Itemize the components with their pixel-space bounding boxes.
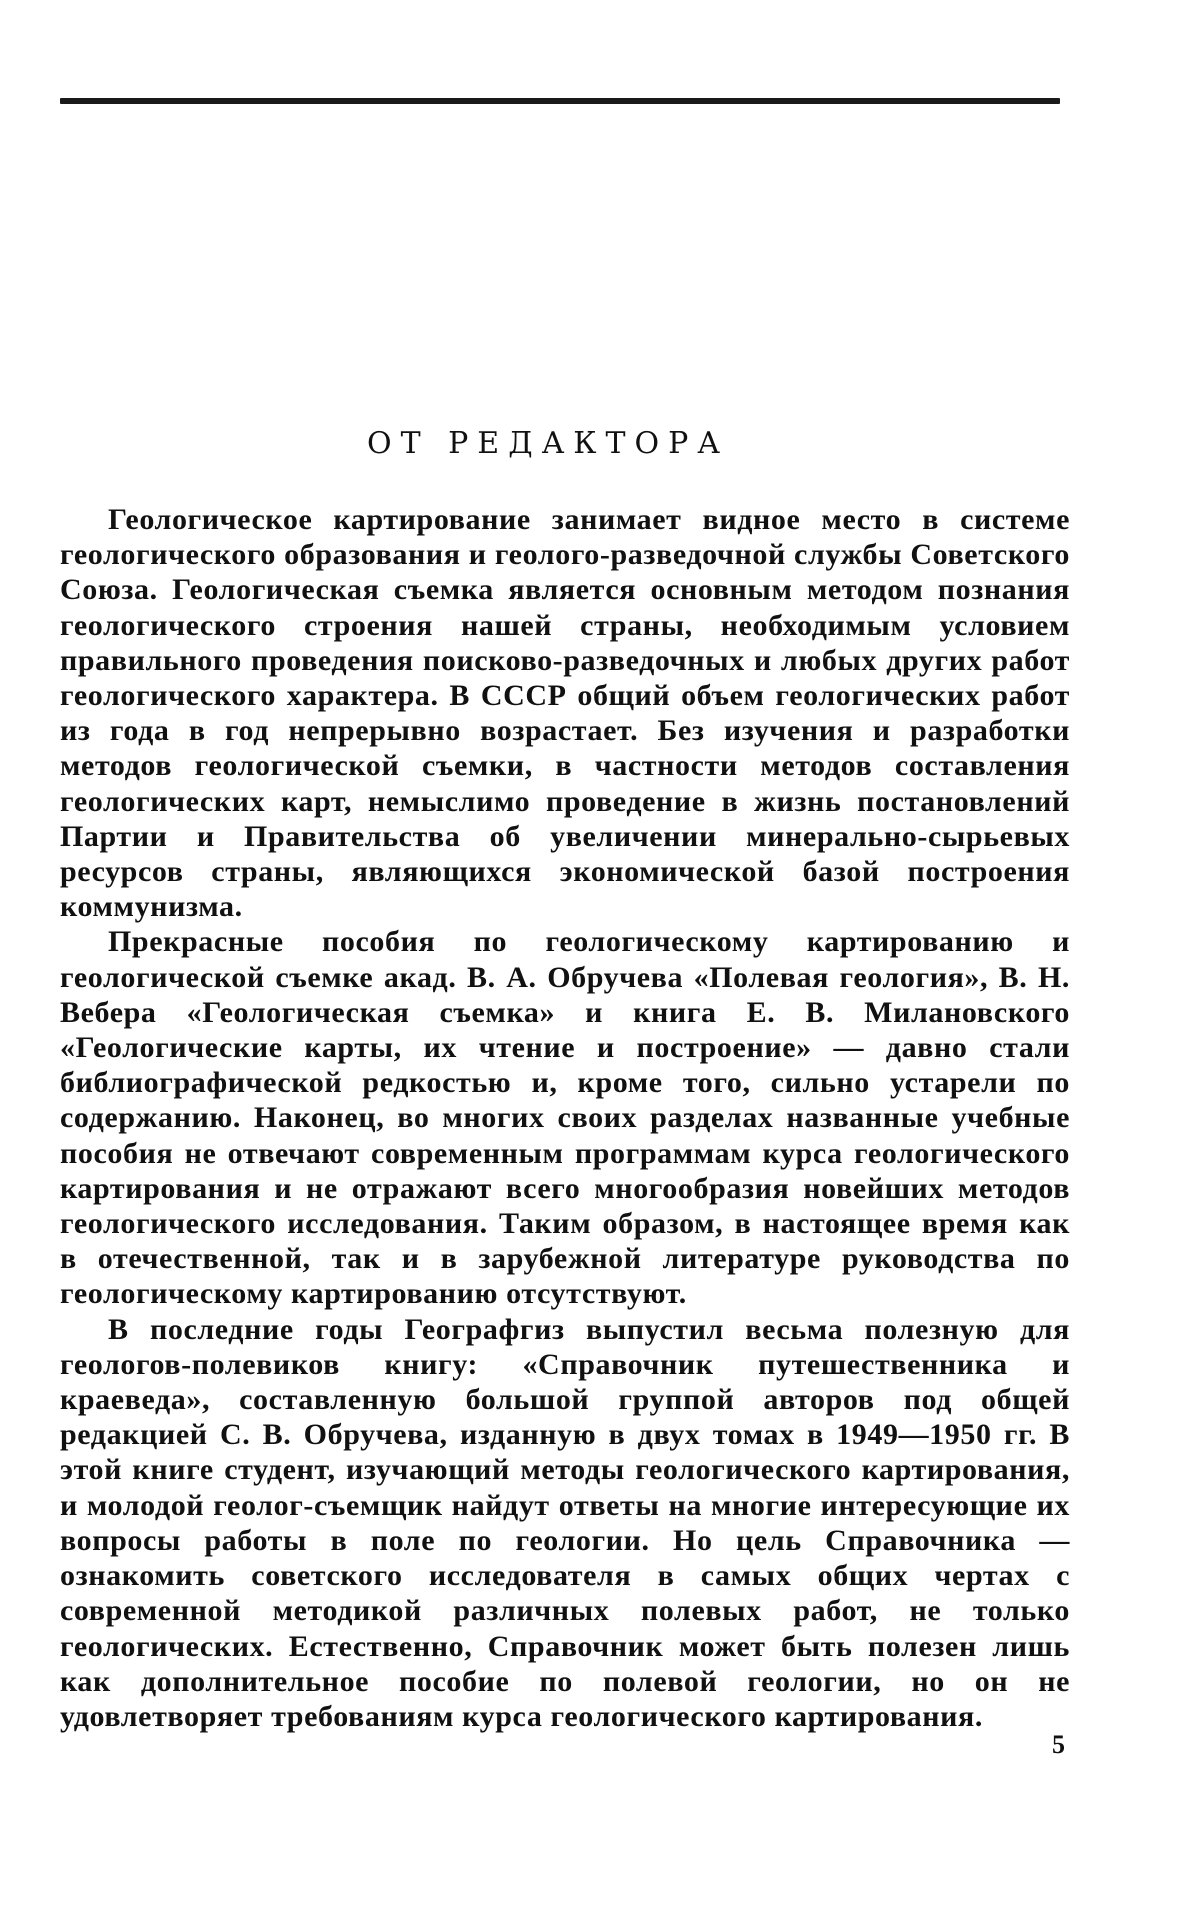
page-number: 5 — [1052, 1730, 1065, 1759]
page-heading: ОТ РЕДАКТОРА — [366, 426, 730, 461]
paragraph-3: В последние годы Географгиз выпустил весьма полезную для геологов-полевиков книгу: «Справочник путешественника и краеведа», составленную большой группой авторов под общей редакцией С. В. Обручева, изданную в двух томах в 1949—1950 гг. В этой книге студент, изучающий методы геологического картирования, и молодой геолог-съемщик найдут ответы на многие интересующие их вопросы работы в поле по геологии. Но цель Справочника — ознакомить советского исследователя в самых общих чертах с современной методикой различных полевых работ, не только геологических. Естественно, Справочник может быть полезен лишь как дополнительное пособие по полевой геологии, но он не удовлетворяет требованиям курса геологического картирования. — [60, 1312, 1070, 1733]
paragraph-2: Прекрасные пособия по геологическому картированию и геологической съемке акад. В. А. Обручева «Полевая геология», В. Н. Вебера «Геологическая съемка» и книга Е. В. Милановского «Геологические карты, их чтение и построение» — давно стали библиографической редкостью и, кроме того, сильно устарели по содержанию. Наконец, во многих своих разделах названные учебные пособия не отвечают современным программам курса геологического картирования и не отражают всего многообразия новейших методов геологического исследования. Таким образом, в настоящее время как в отечественной, так и в зарубежной литературе руководства по геологическому картированию отсутствуют. — [60, 925, 1070, 1311]
paragraph-1: Геологическое картирование занимает видное место в системе геологического образования и геолого-разведочной службы Советского Союза. Геологическая съемка является основным методом познания геологического строения нашей страны, необходимым условием правильного проведения поисково-разведочных и любых других работ геологического характера. В СССР общий объем геологических работ из года в год непрерывно возрастает. Без изучения и разработки методов геологической съемки, в частности методов составления геологических карт, немыслимо проведение в жизнь постановлений Партии и Правительства об увеличении минерально-сырьевых ресурсов страны, являющихся экономической базой построения коммунизма. — [60, 503, 1070, 924]
body-text — [60, 502, 1070, 1734]
top-rule-divider — [60, 98, 1060, 104]
